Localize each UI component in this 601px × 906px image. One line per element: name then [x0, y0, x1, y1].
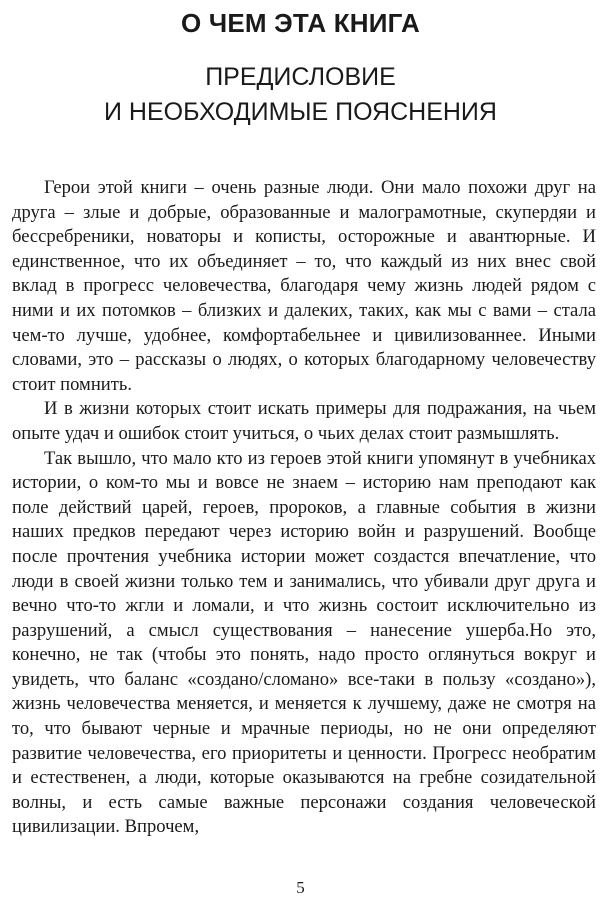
subtitle-line-2: И НЕОБХОДИМЫЕ ПОЯСНЕНИЯ	[104, 98, 497, 126]
paragraph-3: Так вышло, что мало кто из героев этой книги упомянут в учебниках истории, о ком-то мы и вовсе не знаем – историю нам преподают как поле действий царей, героев, пророков, а главные события в жизни наших предков передают через историю войн и разрушений. Вообще после прочтения учебника истории может создастся впечатление, что люди в своей жизни только тем и занимались, что убивали друг друга и вечно что-то жгли и ломали, и что жизнь состоит исключительно из разрушений, а смысл существования – нанесение ушерба.Но это, конечно, не так (чтобы это понять, надо просто оглянуться вокруг и увидеть, что баланс «создано/сломано» все-таки в пользу «создано»), жизнь человечества меняется, и меняется к лучшему, даже не смотря на то, что бывают черные и мрачные периоды, но не они определяют развитие человечества, его приоритеты и ценности. Прогресс необратим и естественен, а люди, которые оказываются на гребне созидательной волны, и есть самые важные персонажи создания человеческой цивилизации. Впрочем,	[12, 447, 596, 838]
subtitle-line-1: ПРЕДИСЛОВИЕ	[205, 63, 396, 91]
paragraph-1: Герои этой книги – очень разные люди. Они мало похожи друг на друга – злые и добрые, образованные и малограмотные, скупердяи и бессребреники, новаторы и кописты, осторожные и авантюрные. И единственное, что их объединяет – то, что каждый из них внес свой вклад в прогресс человечества, благодаря чему жизнь людей рядом с ними и их потомков – близких и далеких, таких, как мы с вами – стала чем-то лучше, удобнее, комфортабельнее и цивилизованнее. Иными словами, это – рассказы о людях, о которых благодарному человечеству стоит помнить.	[12, 177, 596, 395]
page-number: 5	[296, 878, 305, 897]
chapter-subtitle	[0, 60, 601, 130]
chapter-title: О ЧЕМ ЭТА КНИГА	[181, 8, 420, 38]
paragraph-2: И в жизни которых стоит искать примеры для подражания, на чьем опыте удач и ошибок стоит учиться, о чьих делах стоит размышлять.	[12, 398, 596, 444]
body-text	[12, 176, 596, 840]
